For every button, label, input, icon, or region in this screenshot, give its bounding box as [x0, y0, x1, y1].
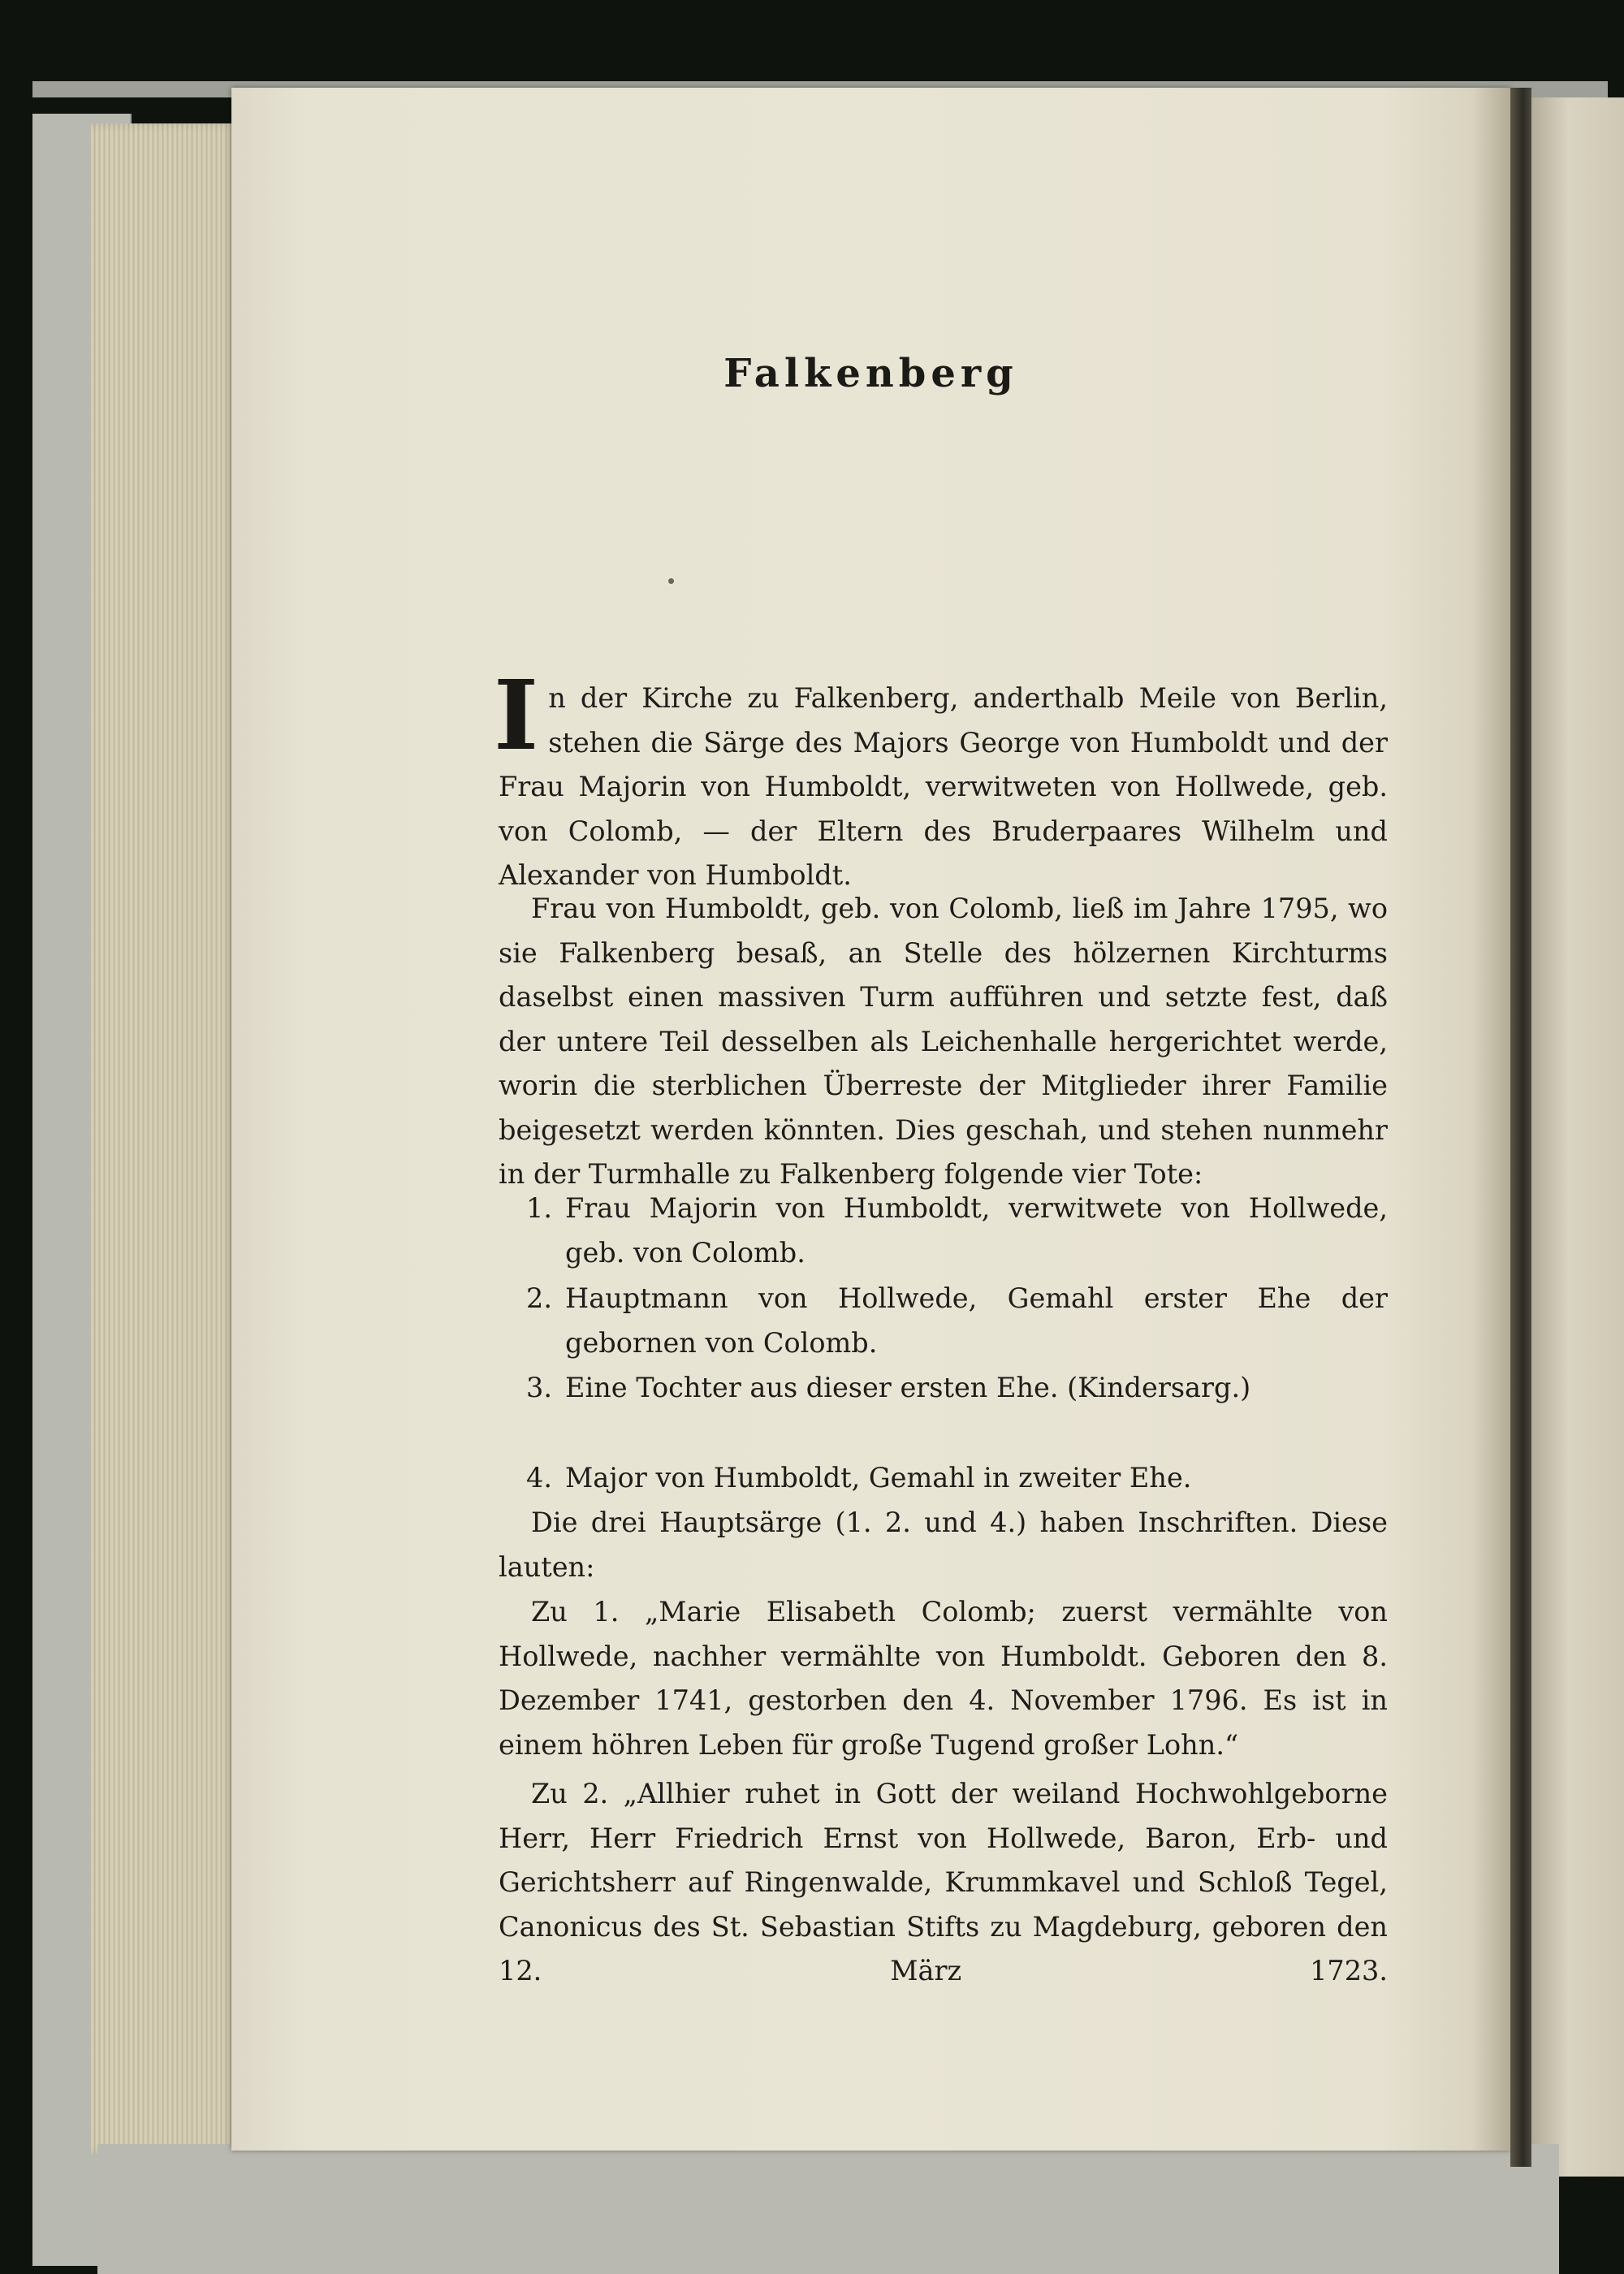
- list-number: 1.: [526, 1192, 552, 1224]
- drop-cap: I: [494, 659, 539, 772]
- paragraph-1-text: n der Kirche zu Falkenberg, anderthalb Meile von Berlin, stehen die Särge des Majors George von Humboldt und der Frau Majorin von Humboldt, verwitweten von Hollwede, geb. von Colomb, — der Eltern des Bruderpaares Wilhelm und Alexander von Humboldt.: [499, 682, 1388, 891]
- paragraph-3: Die drei Hauptsärge (1. 2. und 4.) haben Inschriften. Diese lauten:: [499, 1507, 1388, 1583]
- list-item: [526, 1456, 1388, 1501]
- ornament-dot: [668, 578, 674, 584]
- list-text: Frau Majorin von Humboldt, verwitwete von Hollwede, geb. von Colomb.: [565, 1192, 1388, 1269]
- paragraph-5: Zu 2. „Allhier ruhet in Gott der weiland Hochwohlgeborne Herr, Herr Friedrich Ernst von Hollwede, Baron, Erb- und Gerichtsherr auf Ringenwalde, Krummkavel und Schloß Tegel, Canonicus des St. Sebastian Stifts zu Magdeburg, geboren den 12. März 1723.: [499, 1778, 1388, 1987]
- book-gutter: [1510, 88, 1531, 2167]
- paragraph-4: Zu 1. „Marie Elisabeth Colomb; zuerst vermählte von Hollwede, nachher vermählte von Humboldt. Geboren den 8. Dezember 1741, gestorben den 4. November 1796. Es ist in einem höhren Leben für große Tugend großer Lohn.“: [499, 1596, 1388, 1761]
- facing-page-edge: [1531, 97, 1624, 2177]
- page-title: Falkenberg: [723, 351, 1018, 396]
- list-item: [526, 1366, 1388, 1411]
- paragraph-1: [494, 659, 1388, 898]
- list-item: [526, 1277, 1388, 1365]
- list-number: 4.: [526, 1462, 552, 1494]
- page-block-edges: [91, 123, 237, 2154]
- list-number: 3.: [526, 1372, 552, 1403]
- list-text: Hauptmann von Hollwede, Gemahl erster Ehe der gebornen von Colomb.: [565, 1282, 1388, 1359]
- book-cover-bottom-board: [97, 2144, 1559, 2274]
- list-text: Eine Tochter aus dieser ersten Ehe. (Kindersarg.): [565, 1372, 1251, 1403]
- paragraph-2: Frau von Humboldt, geb. von Colomb, ließ im Jahre 1795, wo sie Falkenberg besaß, an Stelle des hölzernen Kirchturms daselbst einen massiven Turm aufführen und setzte fest, daß der untere Teil desselben als Leichenhalle hergerichtet werde, worin die sterblichen Überreste der Mitglieder ihrer Familie beigesetzt werden könnten. Dies geschah, und stehen nunmehr in der Turmhalle zu Falkenberg folgende vier Tote:: [499, 893, 1388, 1190]
- list-item: [526, 1187, 1388, 1275]
- list-number: 2.: [526, 1282, 552, 1314]
- list-text: Major von Humboldt, Gemahl in zweiter Ehe.: [565, 1462, 1192, 1494]
